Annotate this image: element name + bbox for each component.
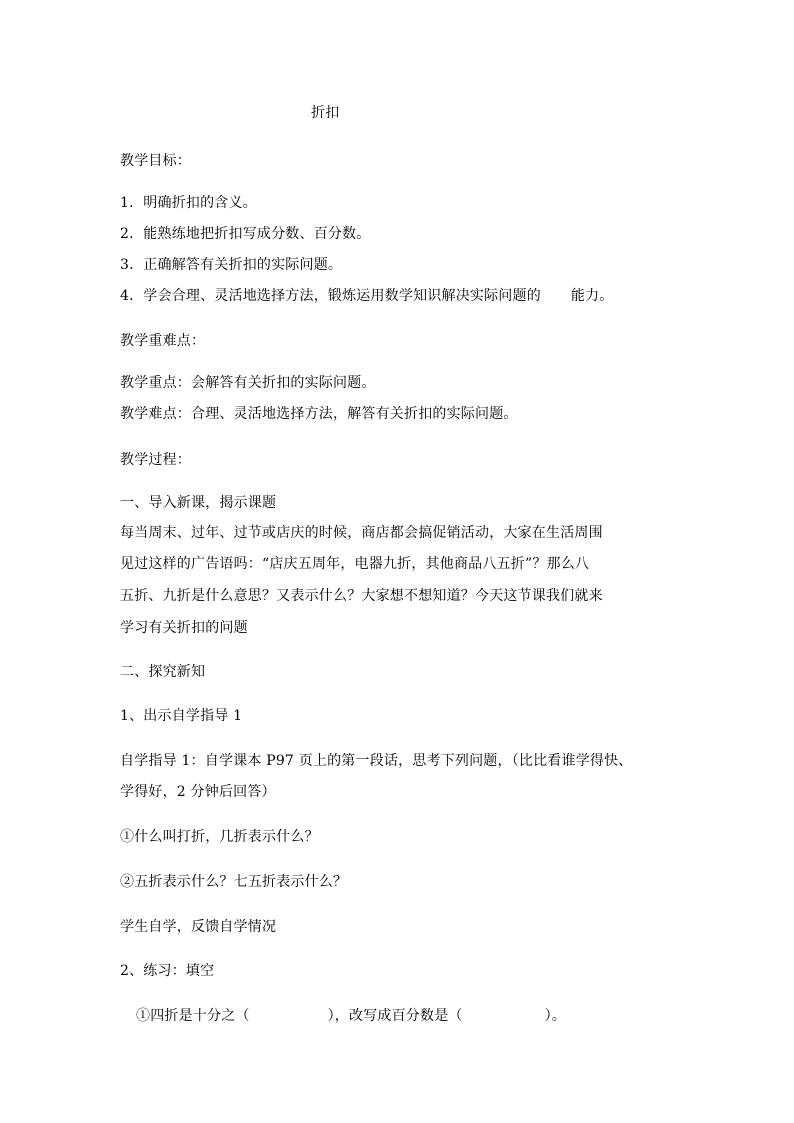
- objectives-heading: 教学目标：: [120, 153, 191, 169]
- document-title: 折扣: [311, 105, 340, 121]
- paragraph-line: 每当周末、过年、过节或店庆的时候，商店都会搞促销活动，大家在生活周围: [120, 525, 603, 541]
- section1-heading: 一、导入新课，揭示课题: [120, 495, 277, 511]
- process-heading: 教学过程：: [120, 452, 191, 468]
- paragraph-line: 见过这样的广告语吗：“店庆五周年，电器九折，其他商品八五折”？那么八: [120, 556, 590, 572]
- question-item: ②五折表示什么？七五折表示什么？: [120, 874, 348, 890]
- exercise-line: [136, 1007, 566, 1025]
- objective-text: 4．学会合理、灵活地选择方法，锻炼运用数学知识解决实际问题的: [120, 288, 541, 304]
- step1-heading: 1、出示自学指导 1: [120, 708, 243, 724]
- objective-item: 2．能熟练地把折扣写成分数、百分数。: [120, 226, 371, 242]
- paragraph-line: 五折、九折是什么意思？又表示什么？大家想不想知道？今天这节课我们就来: [120, 588, 603, 604]
- difficult-point: 教学难点：合理、灵活地选择方法，解答有关折扣的实际问题。: [120, 406, 518, 422]
- key-heading: 教学重难点：: [120, 333, 206, 349]
- objective-item: 1．明确折扣的含义。: [120, 195, 257, 211]
- objective-item: [120, 287, 614, 305]
- exercise-part: ①四折是十分之（: [136, 1008, 250, 1024]
- section2-heading: 二、探究新知: [120, 664, 206, 680]
- key-point: 教学重点：会解答有关折扣的实际问题。: [120, 375, 376, 391]
- guide-line: 学得好，2 分钟后回答）: [120, 784, 276, 800]
- question-item: ①什么叫打折，几折表示什么？: [120, 829, 319, 845]
- exercise-part: ）。: [544, 1008, 567, 1024]
- step2-heading: 2、练习：填空: [120, 963, 215, 979]
- paragraph-line: 学习有关折扣的问题: [120, 620, 248, 636]
- guide-line: 自学指导 1：自学课本 P97 页上的第一段话，思考下列问题，（比比看谁学得快、: [120, 753, 633, 769]
- objective-text-tail: 能力。: [570, 288, 614, 304]
- self-study-text: 学生自学，反馈自学情况: [120, 919, 277, 935]
- exercise-part: ），改写成百分数是（: [327, 1008, 463, 1024]
- objective-item: 3．正确解答有关折扣的实际问题。: [120, 257, 343, 273]
